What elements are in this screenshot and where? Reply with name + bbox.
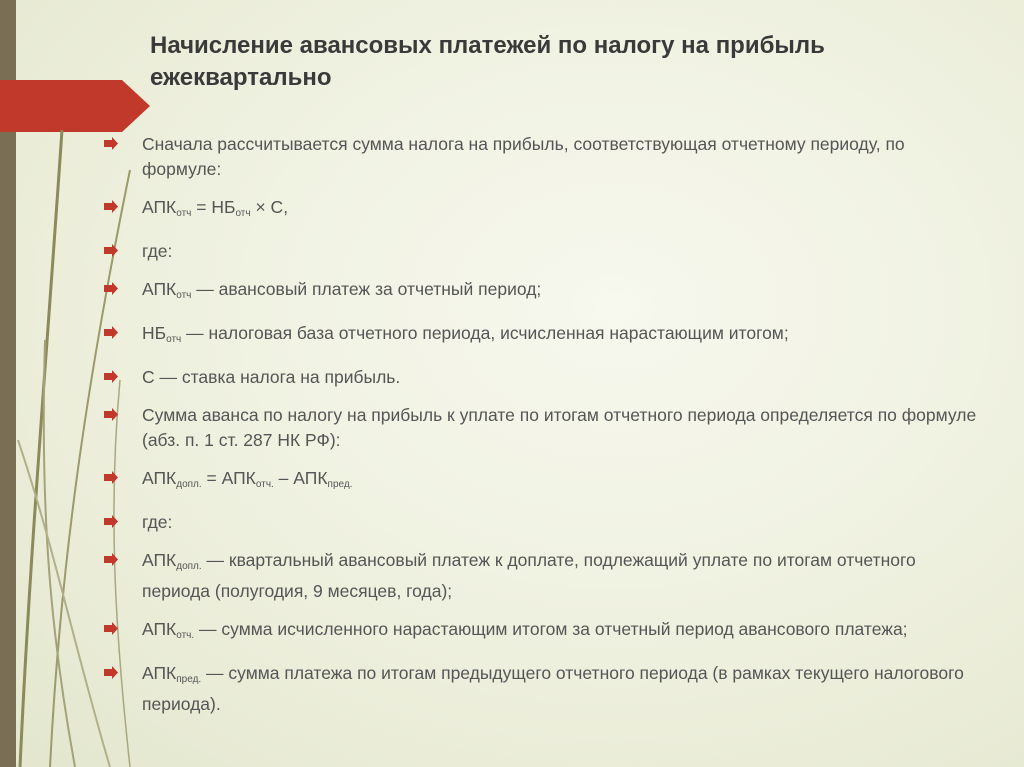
slide-title: Начисление авансовых платежей по налогу на прибыль ежеквартально	[150, 32, 825, 91]
item-text: — сумма платежа по итогам предыдущего отчетного периода (в рамках текущего налогового периода).	[142, 663, 964, 714]
item-text: где:	[142, 241, 173, 261]
arrow-bullet-icon	[104, 553, 118, 566]
item-text: НБ	[142, 323, 167, 343]
arrow-bullet-icon	[104, 622, 118, 635]
list-item	[104, 466, 984, 497]
arrow-bullet-icon	[104, 137, 118, 150]
item-text: АПК	[142, 197, 177, 217]
list-item	[104, 239, 984, 264]
list-item	[104, 403, 984, 453]
item-text: — авансовый платеж за отчетный период;	[191, 279, 542, 299]
subscript: отч.	[255, 479, 274, 490]
subscript: отч	[235, 208, 251, 219]
item-text: — налоговая база отчетного периода, исчисленная нарастающим итогом;	[181, 323, 789, 343]
item-text: – АПК	[273, 468, 328, 488]
list-item	[104, 661, 984, 717]
subscript: отч.	[176, 630, 195, 641]
item-text: где:	[142, 512, 173, 532]
subscript: отч	[176, 208, 192, 219]
arrow-bullet-icon	[104, 515, 118, 528]
arrow-bullet-icon	[104, 244, 118, 257]
arrow-bullet-icon	[104, 471, 118, 484]
item-text: — сумма исчисленного нарастающим итогом за отчетный период авансового платежа;	[194, 619, 908, 639]
list-item	[104, 548, 984, 604]
arrow-bullet-icon	[104, 408, 118, 421]
arrow-bullet-icon	[104, 282, 118, 295]
list-item	[104, 510, 984, 535]
content-list	[104, 132, 984, 730]
item-text: АПК	[142, 468, 177, 488]
list-item	[104, 365, 984, 390]
red-arrow-banner	[0, 80, 150, 132]
item-text: АПК	[142, 663, 177, 683]
subscript: отч	[166, 334, 182, 345]
item-text: = НБ	[191, 197, 236, 217]
item-text: — квартальный авансовый платеж к доплате, подлежащий уплате по итогам отчетного периода (полугодия, 9 месяцев, года);	[142, 550, 916, 601]
list-item	[104, 277, 984, 308]
item-text: = АПК	[201, 468, 256, 488]
item-text: × С,	[250, 197, 289, 217]
item-text: АПК	[142, 550, 177, 570]
item-text: Сначала рассчитывается сумма налога на прибыль, соответствующая отчетному периоду, по формуле:	[142, 134, 905, 179]
item-text: С — ставка налога на прибыль.	[142, 367, 401, 387]
list-item	[104, 617, 984, 648]
subscript: допл.	[176, 561, 202, 572]
subscript: допл.	[176, 479, 202, 490]
item-text: АПК	[142, 619, 177, 639]
list-item	[104, 195, 984, 226]
list-item	[104, 132, 984, 182]
arrow-bullet-icon	[104, 326, 118, 339]
list-item	[104, 321, 984, 352]
arrow-bullet-icon	[104, 370, 118, 383]
arrow-bullet-icon	[104, 200, 118, 213]
subscript: пред.	[327, 479, 353, 490]
item-text: АПК	[142, 279, 177, 299]
item-text: Сумма аванса по налогу на прибыль к уплате по итогам отчетного периода определяется по формуле (абз. п. 1 ст. 287 НК РФ):	[142, 405, 977, 450]
arrow-bullet-icon	[104, 666, 118, 679]
subscript: отч	[176, 290, 192, 301]
subscript: пред.	[176, 674, 202, 685]
